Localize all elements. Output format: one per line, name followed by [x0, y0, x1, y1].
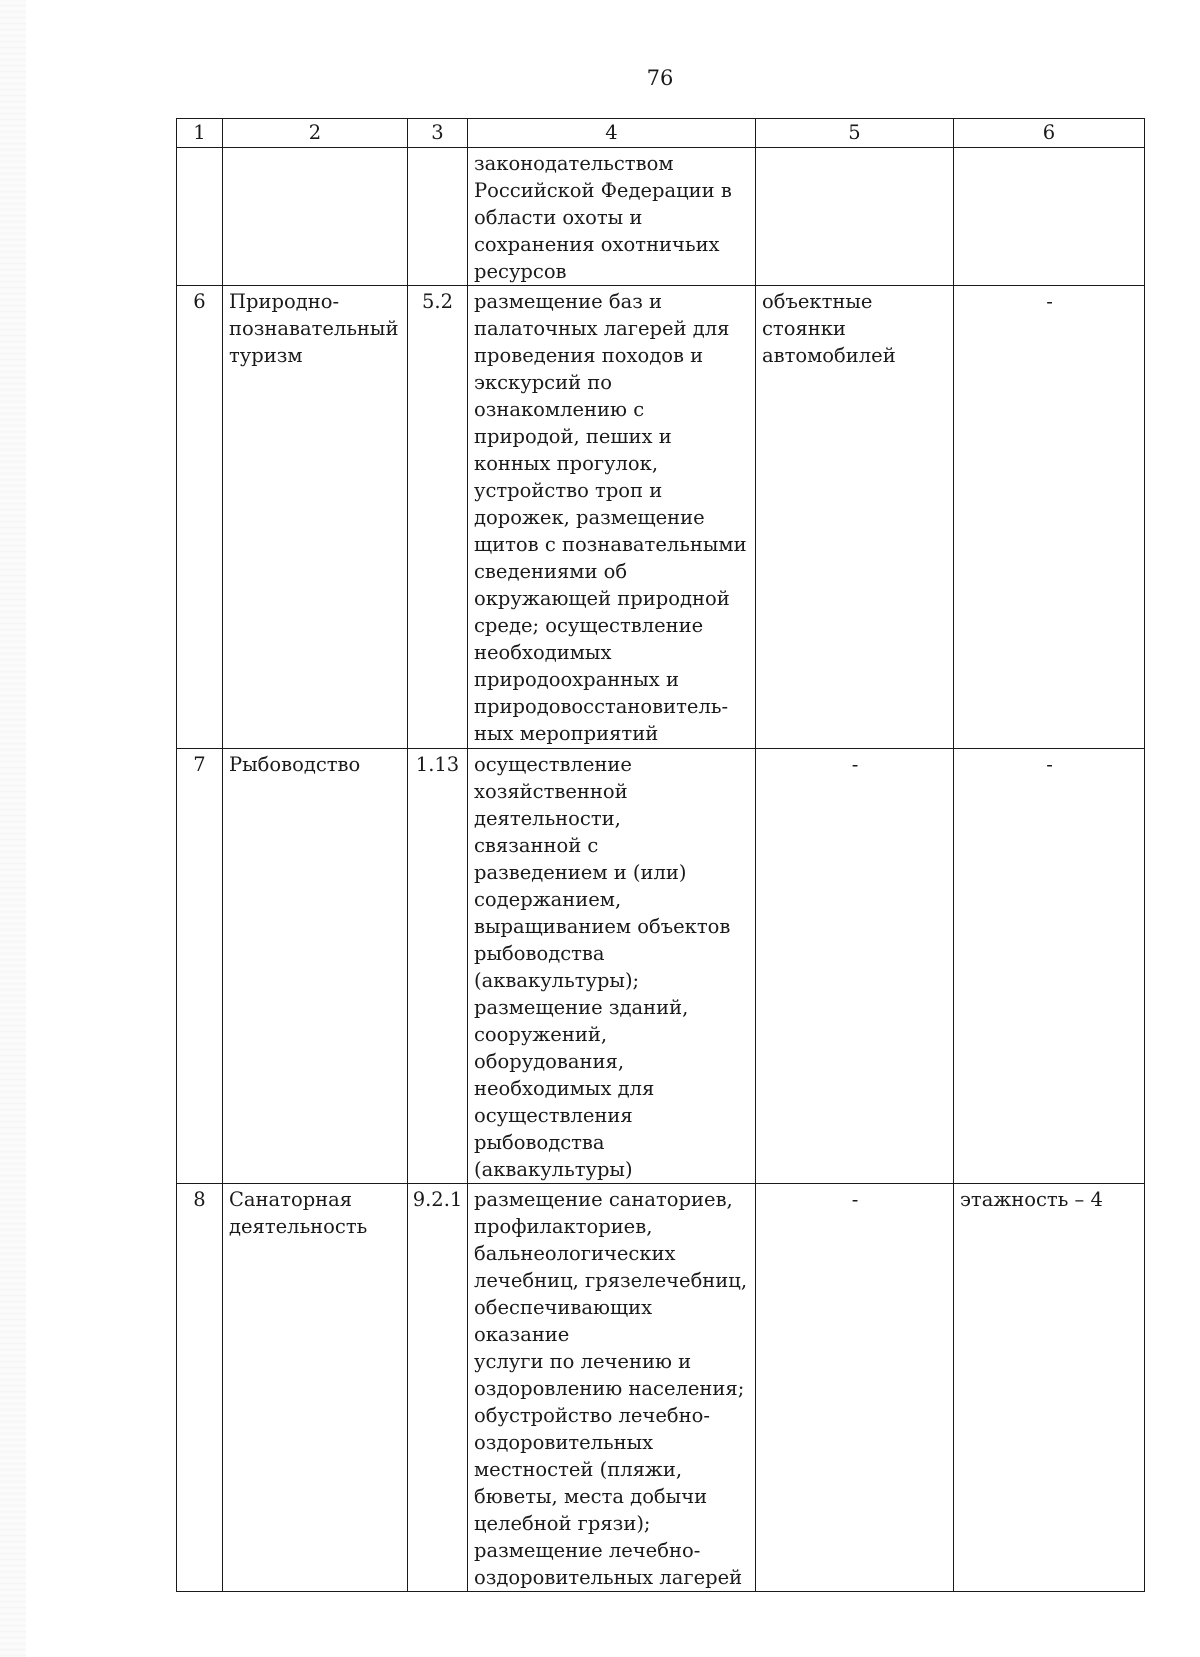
land-use-name-cell: Санаторная деятельность	[223, 1184, 408, 1592]
land-use-table	[176, 118, 1145, 1592]
column-5-cell: -	[756, 749, 954, 1184]
column-header-5: 5	[756, 119, 954, 148]
table-row-8	[177, 1184, 1145, 1592]
table-row-7	[177, 749, 1145, 1184]
land-use-code-cell: 5.2	[408, 286, 468, 749]
column-header-4: 4	[468, 119, 756, 148]
land-use-description-cell: размещение баз и палаточных лагерей для проведения походов и экскурсий по ознакомлению с природой, пеших и конных прогулок, устройство троп и дорожек, размещение щитов с познавательными сведениями об окружающей природной среде; осуществление необходимых природоохранных и природовосстановитель- ных мероприятий	[468, 286, 756, 749]
land-use-description-cell: размещение санаториев, профилакториев, бальнеологических лечебниц, грязелечебниц, обеспечивающих оказание услуги по лечению и оздоровлению населения; обустройство лечебно- оздоровительных местностей (пляжи, бюветы, места добычи целебной грязи); размещение лечебно- оздоровительных лагерей	[468, 1184, 756, 1592]
land-use-name-cell: Природно- познавательный туризм	[223, 286, 408, 749]
table-row-continuation	[177, 148, 1145, 286]
column-6-cell: -	[954, 749, 1145, 1184]
column-6-cell: -	[954, 286, 1145, 749]
land-use-name-cell: Рыбоводство	[223, 749, 408, 1184]
land-use-code-cell	[408, 148, 468, 286]
column-header-1: 1	[177, 119, 223, 148]
land-use-code-cell: 1.13	[408, 749, 468, 1184]
row-number-cell: 8	[177, 1184, 223, 1592]
scan-edge-shading	[0, 0, 26, 1657]
row-number-cell: 7	[177, 749, 223, 1184]
row-number-cell	[177, 148, 223, 286]
column-header-2: 2	[223, 119, 408, 148]
column-6-cell: этажность – 4	[954, 1184, 1145, 1592]
land-use-name-cell	[223, 148, 408, 286]
column-5-cell: объектные стоянки автомобилей	[756, 286, 954, 749]
column-header-6: 6	[954, 119, 1145, 148]
column-5-cell: -	[756, 1184, 954, 1592]
table-header-row	[177, 119, 1145, 148]
land-use-code-cell: 9.2.1	[408, 1184, 468, 1592]
row-number-cell: 6	[177, 286, 223, 749]
column-5-cell	[756, 148, 954, 286]
land-use-description-cell: осуществление хозяйственной деятельности, связанной с разведением и (или) содержанием, выращиванием объектов рыбоводства (аквакультуры); размещение зданий, сооружений, оборудования, необходимых для осуществления рыбоводства (аквакультуры)	[468, 749, 756, 1184]
page-number: 76	[646, 66, 674, 90]
column-6-cell	[954, 148, 1145, 286]
column-header-3: 3	[408, 119, 468, 148]
land-use-description-cell: законодательством Российской Федерации в области охоты и сохранения охотничьих ресурсов	[468, 148, 756, 286]
table-row-6	[177, 286, 1145, 749]
